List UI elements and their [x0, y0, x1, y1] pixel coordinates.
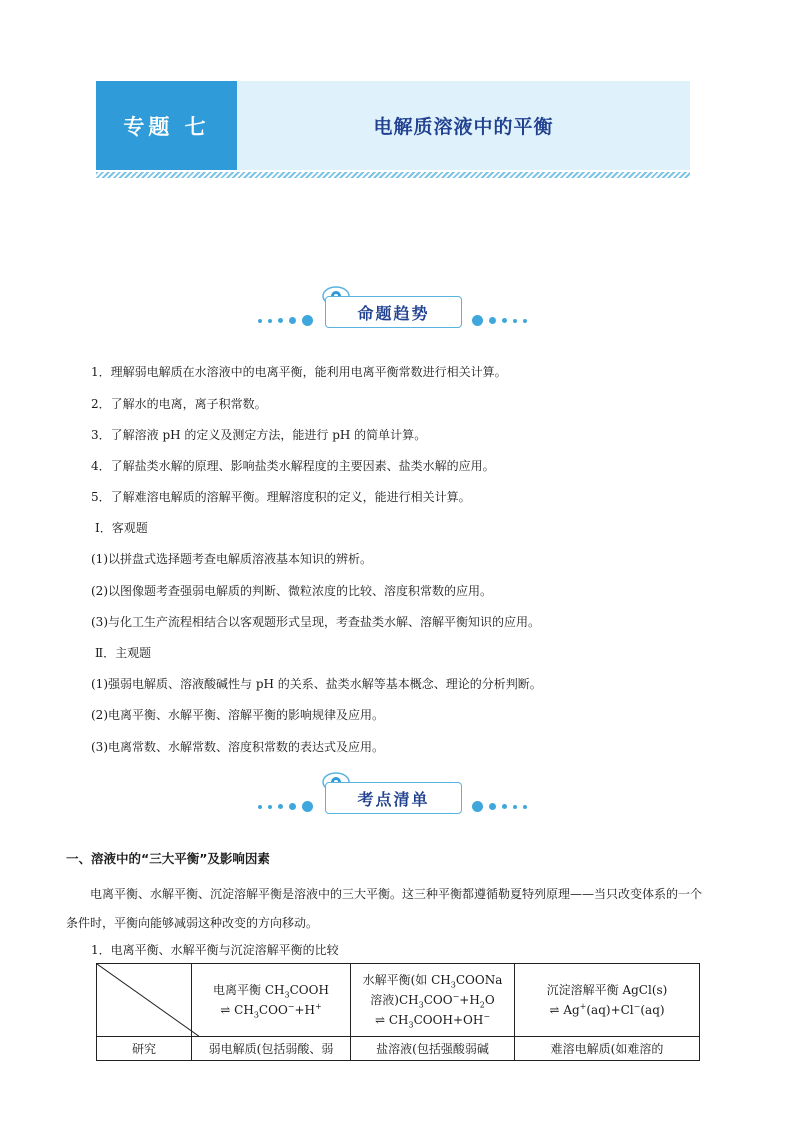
section-header-trend	[258, 290, 538, 332]
section-title-trend: 命题趋势	[325, 296, 462, 328]
list-item: (3)与化工生产流程相结合以客观题形式呈现，考查盐类水解、溶解平衡知识的应用。	[91, 615, 541, 629]
equilibrium-arrow-icon: ⇌	[549, 1003, 560, 1017]
list-item: (2)以图像题考查强弱电解质的判断、微粒浓度的比较、溶度积常数的应用。	[91, 584, 493, 598]
list-item: 4．了解盐类水解的原理、影响盐类水解程度的主要因素、盐类水解的应用。	[91, 459, 495, 473]
left-dots	[258, 315, 313, 326]
header-ionization: 电离平衡 $CH_3COOH$ ⇌ $CH_3COO^-+H^+$	[192, 964, 351, 1037]
list-item: 1．理解弱电解质在水溶液中的电离平衡，能利用电离平衡常数进行相关计算。	[91, 365, 507, 379]
list-item: Ⅰ．客观题	[95, 521, 148, 535]
header-dissolution: 沉淀溶解平衡 AgCl(s) ⇌ Ag+(aq)+Cl−(aq)	[515, 964, 700, 1037]
table-cell: 弱电解质(包括弱酸、弱	[192, 1037, 351, 1061]
list-item: Ⅱ．主观题	[95, 646, 152, 660]
left-dots	[258, 801, 313, 812]
heading-three-equilibria: 一、溶液中的“三大平衡”及影响因素	[66, 851, 270, 866]
right-dots	[472, 801, 527, 812]
right-dots	[472, 315, 527, 326]
list-item: (3)电离常数、水解常数、溶度积常数的表达式及应用。	[91, 740, 385, 754]
table-corner-cell	[97, 964, 192, 1037]
equilibria-comparison-table	[96, 963, 700, 1061]
header-hydrolysis: 水解平衡(如 $CH_3COONa$ 溶液)$CH_3COO^-+H_2O$ ⇌ $CH_3COOH+OH^-$	[351, 964, 515, 1037]
equilibrium-arrow-icon: ⇌	[220, 1003, 231, 1017]
list-item: 2．了解水的电离，离子积常数。	[91, 397, 267, 411]
list-item: (1)强弱电解质、溶液酸碱性与 pH 的关系、盐类水解等基本概念、理论的分析判断。	[91, 677, 542, 691]
table-cell: 盐溶液(包括强酸弱碱	[351, 1037, 515, 1061]
row-label: 研究	[97, 1037, 192, 1061]
topic-banner	[96, 81, 690, 170]
list-item: (1)以拼盘式选择题考查电解质溶液基本知识的辨析。	[91, 552, 373, 566]
section-title-checklist: 考点清单	[325, 782, 462, 814]
equilibrium-arrow-icon: ⇌	[374, 1013, 386, 1027]
section-header-checklist	[258, 776, 538, 818]
list-item: 5．了解难溶电解质的溶解平衡。理解溶度积的定义，能进行相关计算。	[91, 490, 471, 504]
list-item: 3．了解溶液 pH 的定义及测定方法，能进行 pH 的简单计算。	[91, 428, 427, 442]
banner-divider	[96, 172, 690, 178]
table-cell: 难溶电解质(如难溶的	[515, 1037, 700, 1061]
diagonal-line	[97, 964, 200, 1037]
intro-paragraph: 电离平衡、水解平衡、沉淀溶解平衡是溶液中的三大平衡。这三种平衡都遵循勒夏特列原理——当只改变体系的一个条件时，平衡向能够减弱这种改变的方向移动。	[66, 887, 703, 930]
list-item: (2)电离平衡、水解平衡、溶解平衡的影响规律及应用。	[91, 708, 385, 722]
topic-number: 专题 七	[96, 81, 237, 170]
subheading: 1．电离平衡、水解平衡与沉淀溶解平衡的比较	[91, 943, 339, 957]
topic-title: 电解质溶液中的平衡	[237, 81, 690, 170]
